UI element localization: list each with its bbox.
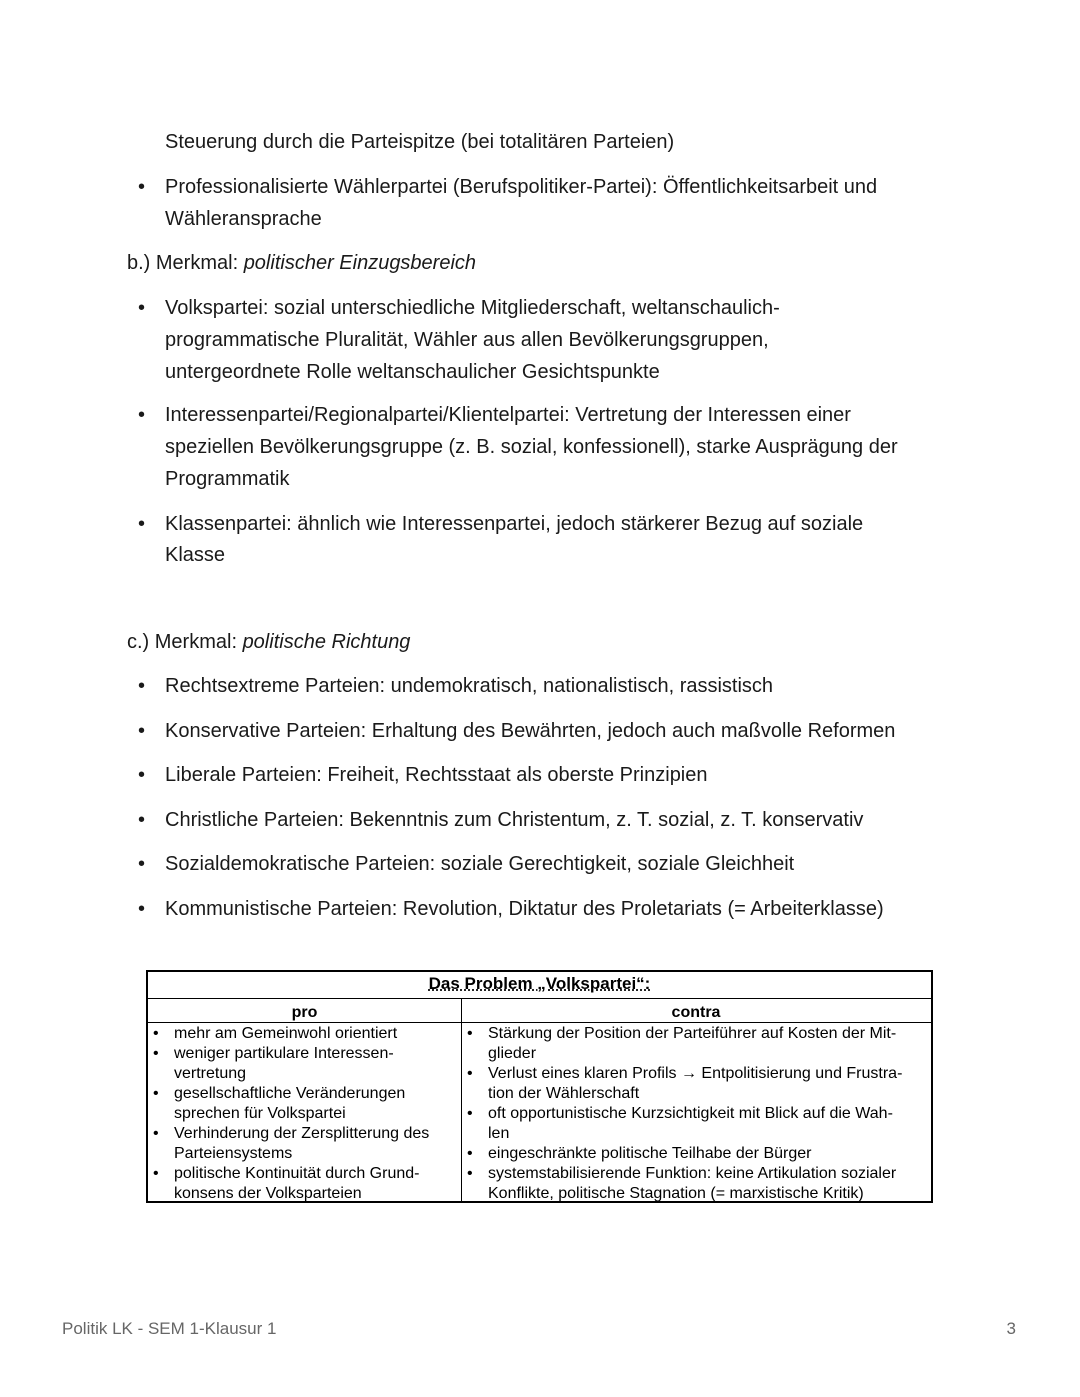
pro-line: mehr am Gemeinwohl orientiert: [174, 1025, 398, 1042]
page-number: 3: [1006, 1319, 1016, 1338]
list-item-line: Professionalisierte Wählerpartei (Berufspolitiker-Partei): Öffentlichkeitsarbeit und: [165, 176, 878, 198]
pro-line: Parteiensystems: [174, 1145, 293, 1162]
contra-line: len: [488, 1125, 510, 1142]
pro-header: pro: [291, 1004, 318, 1021]
list-item: Konservative Parteien: Erhaltung des Bewährten, jedoch auch maßvolle Reformen: [165, 720, 896, 742]
column-divider: [461, 999, 462, 1201]
bullet-icon: •: [467, 1165, 473, 1182]
list-item-line: Volkspartei: sozial unterschiedliche Mitgliederschaft, weltanschaulich-: [165, 297, 780, 319]
contra-line: Verlust eines klaren Profils → Entpolitisierung und Frustra-: [488, 1065, 903, 1082]
pro-line: sprechen für Volkspartei: [174, 1105, 346, 1122]
bullet-icon: •: [467, 1105, 473, 1122]
list-item: Rechtsextreme Parteien: undemokratisch, nationalistisch, rassistisch: [165, 675, 774, 697]
list-item: Kommunistische Parteien: Revolution, Diktatur des Proletariats (= Arbeiterklasse): [165, 898, 884, 920]
contra-line: oft opportunistische Kurzsichtigkeit mit Blick auf die Wah-: [488, 1105, 893, 1122]
contra-line: glieder: [488, 1045, 537, 1062]
contra-line: Stärkung der Position der Parteiführer auf Kosten der Mit-: [488, 1025, 897, 1042]
list-item-line: untergeordnete Rolle weltanschaulicher Gesichtspunkte: [165, 361, 660, 383]
pro-line: Verhinderung der Zersplitterung des: [174, 1125, 430, 1142]
section-c-heading: c.) Merkmal: politische Richtung: [127, 631, 411, 653]
bullet-icon: •: [138, 513, 146, 535]
list-item-line: Klassenpartei: ähnlich wie Interessenpartei, jedoch stärkerer Bezug auf soziale: [165, 513, 864, 535]
list-item-line: Interessenpartei/Regionalpartei/Klientelpartei: Vertretung der Interessen einer: [165, 404, 851, 426]
bullet-icon: •: [138, 675, 146, 697]
pro-contra-table: [146, 970, 933, 1203]
bullet-icon: •: [467, 1025, 473, 1042]
section-b-heading: b.) Merkmal: politischer Einzugsbereich: [127, 252, 477, 274]
bullet-icon: •: [138, 176, 146, 198]
contra-line: eingeschränkte politische Teilhabe der Bürger: [488, 1145, 812, 1162]
bullet-icon: •: [138, 720, 146, 742]
list-item-line: speziellen Bevölkerungsgruppe (z. B. sozial, konfessionell), starke Ausprägung der: [165, 436, 898, 458]
pro-line: weniger partikulare Interessen-: [174, 1045, 394, 1062]
table-title: Das Problem „Volkspartei“:: [148, 974, 931, 999]
list-item: Liberale Parteien: Freiheit, Rechtsstaat als oberste Prinzipien: [165, 764, 708, 786]
bullet-icon: •: [153, 1025, 159, 1042]
bullet-icon: •: [467, 1145, 473, 1162]
pro-line: vertretung: [174, 1065, 247, 1082]
bullet-icon: •: [138, 853, 146, 875]
pro-line: politische Kontinuität durch Grund-: [174, 1165, 420, 1182]
bullet-icon: •: [153, 1165, 159, 1182]
bullet-icon: •: [153, 1085, 159, 1102]
bullet-icon: •: [138, 898, 146, 920]
bullet-icon: •: [153, 1125, 159, 1142]
bullet-icon: •: [138, 297, 146, 319]
footer-course-label: Politik LK - SEM 1-Klausur 1: [62, 1319, 277, 1338]
bullet-icon: •: [153, 1045, 159, 1062]
contra-line: Konflikte, politische Stagnation (= marxistische Kritik): [488, 1185, 864, 1202]
list-item-line: Programmatik: [165, 468, 290, 490]
contra-line: tion der Wählerschaft: [488, 1085, 640, 1102]
list-item-continuation: Steuerung durch die Parteispitze (bei totalitären Parteien): [165, 131, 675, 153]
list-item-line: programmatische Pluralität, Wähler aus allen Bevölkerungsgruppen,: [165, 329, 769, 351]
list-item: Sozialdemokratische Parteien: soziale Gerechtigkeit, soziale Gleichheit: [165, 853, 795, 875]
bullet-icon: •: [138, 809, 146, 831]
bullet-icon: •: [138, 404, 146, 426]
list-item-line: Wähleransprache: [165, 208, 322, 230]
list-item-line: Klasse: [165, 544, 226, 566]
list-item: Christliche Parteien: Bekenntnis zum Christentum, z. T. sozial, z. T. konservativ: [165, 809, 864, 831]
contra-header: contra: [671, 1004, 721, 1021]
pro-line: gesellschaftliche Veränderungen: [174, 1085, 406, 1102]
bullet-icon: •: [467, 1065, 473, 1082]
bullet-icon: •: [138, 764, 146, 786]
contra-line: systemstabilisierende Funktion: keine Artikulation sozialer: [488, 1165, 897, 1182]
pro-line: konsens der Volksparteien: [174, 1185, 362, 1202]
